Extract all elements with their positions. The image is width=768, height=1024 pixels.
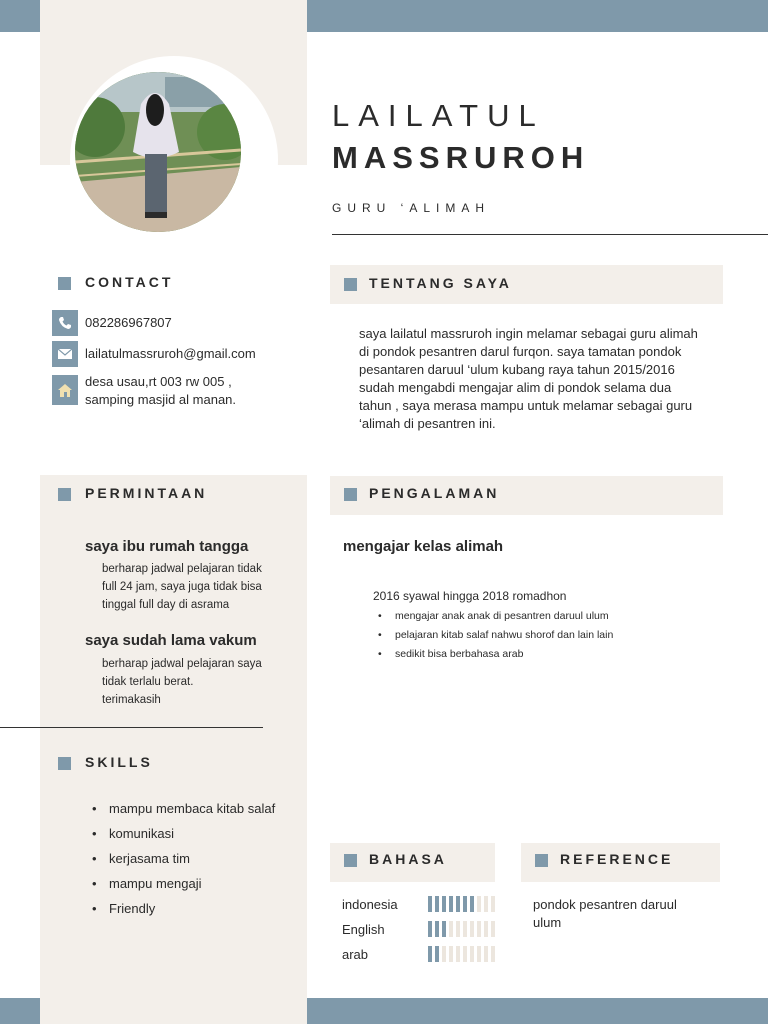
request-line: terimakasih [102, 694, 161, 706]
request-body [102, 655, 302, 709]
language-level-segment [491, 921, 495, 937]
about-marker [344, 278, 357, 291]
language-name: English [342, 922, 385, 937]
skill-item: • komunikasi [87, 821, 297, 846]
skills-list [87, 796, 297, 921]
skills-heading: SKILLS [85, 754, 153, 770]
contact-phone[interactable]: 082286967807 [85, 315, 172, 330]
email-icon [52, 341, 78, 367]
experience-period: 2016 syawal hingga 2018 romadhon [373, 589, 567, 603]
language-level-bar [428, 921, 498, 937]
language-level-segment [484, 896, 488, 912]
reference-line: ulum [533, 915, 562, 930]
request-title: saya sudah lama vakum [85, 632, 257, 649]
home-icon [52, 375, 78, 405]
language-level-segment [477, 896, 481, 912]
contact-address-line2: samping masjid al manan. [85, 392, 237, 407]
experience-point: • sedikit bisa berbahasa arab [373, 645, 743, 664]
languages-marker [344, 854, 357, 867]
language-level-bar [428, 946, 498, 962]
languages-heading: BAHASA [369, 851, 447, 867]
experience-marker [344, 488, 357, 501]
top-accent-band [307, 0, 768, 32]
contact-marker [58, 277, 71, 290]
experience-heading: PENGALAMAN [369, 485, 500, 501]
experience-role: mengajar kelas alimah [343, 538, 504, 555]
contact-heading: CONTACT [85, 274, 174, 290]
language-level-segment [477, 921, 481, 937]
language-level-segment [491, 946, 495, 962]
language-level-segment [484, 921, 488, 937]
experience-points [373, 607, 743, 664]
skill-item: • kerjasama tim [87, 846, 297, 871]
language-level-segment [470, 921, 474, 937]
request-line: full 24 jam, saya juga tidak bisa [102, 581, 262, 593]
language-level-segment [435, 946, 439, 962]
language-level-segment [484, 946, 488, 962]
top-left-accent-band [0, 0, 40, 32]
about-text [359, 325, 759, 433]
language-name: arab [342, 947, 369, 962]
about-line: saya lailatul massruroh ingin melamar sebagai guru alimah [359, 326, 698, 341]
language-level-segment [435, 921, 439, 937]
language-level-segment [449, 946, 453, 962]
language-level-segment [435, 896, 439, 912]
request-title: saya ibu rumah tangga [85, 538, 249, 555]
language-level-segment [456, 946, 460, 962]
language-level-segment [428, 921, 432, 937]
about-heading: TENTANG SAYA [369, 275, 512, 291]
first-name: LAILATUL [332, 98, 545, 133]
requests-heading: PERMINTAAN [85, 485, 208, 501]
language-level-segment [428, 896, 432, 912]
requests-divider [0, 727, 263, 728]
profile-photo [75, 72, 241, 232]
last-name: MASSRUROH [332, 140, 590, 175]
request-body [102, 560, 302, 614]
about-line: pesantaren daruul ‘ulum kubang raya tahun 2015/2016 [359, 362, 675, 377]
phone-icon [52, 310, 78, 336]
language-name: indonesia [342, 897, 398, 912]
experience-point: • pelajaran kitab salaf nahwu shorof dan lain lain [373, 626, 743, 645]
language-level-segment [442, 896, 446, 912]
language-level-bar [428, 896, 498, 912]
language-level-segment [442, 946, 446, 962]
about-line: sudah mengabdi mengajar alim di pondok selama dua [359, 380, 672, 395]
about-line: tahun , saya merasa mampu untuk melamar sebagai guru [359, 398, 693, 413]
request-line: tidak terlalu berat. [102, 676, 194, 688]
language-level-segment [456, 921, 460, 937]
skills-marker [58, 757, 71, 770]
bottom-left-accent-band [0, 998, 40, 1024]
request-line: berharap jadwal pelajaran saya [102, 658, 262, 670]
header-divider [332, 234, 768, 235]
contact-email[interactable]: lailatulmassruroh@gmail.com [85, 346, 256, 361]
language-level-segment [463, 921, 467, 937]
request-line: berharap jadwal pelajaran tidak [102, 563, 262, 575]
language-level-segment [449, 921, 453, 937]
language-level-segment [463, 896, 467, 912]
reference-line: pondok pesantren daruul [533, 897, 677, 912]
language-level-segment [477, 946, 481, 962]
language-level-segment [470, 946, 474, 962]
contact-address-line1: desa usau,rt 003 rw 005 , [85, 374, 232, 389]
about-line: ‘alimah di pesantren ini. [359, 416, 496, 431]
bottom-accent-band [307, 998, 768, 1024]
reference-heading: REFERENCE [560, 851, 674, 867]
request-line: tinggal full day di asrama [102, 599, 230, 611]
job-title: GURU ‘ALIMAH [332, 201, 491, 215]
left-panel-main [40, 475, 307, 1024]
about-line: di pondok pesantren darul furqon. saya tamatan pondok [359, 344, 682, 359]
language-level-segment [456, 896, 460, 912]
language-level-segment [449, 896, 453, 912]
language-level-segment [463, 946, 467, 962]
language-level-segment [491, 896, 495, 912]
skill-item: • Friendly [87, 896, 297, 921]
requests-marker [58, 488, 71, 501]
reference-marker [535, 854, 548, 867]
skill-item: • mampu membaca kitab salaf [87, 796, 297, 821]
language-level-segment [470, 896, 474, 912]
language-level-segment [442, 921, 446, 937]
language-level-segment [428, 946, 432, 962]
skill-item: • mampu mengaji [87, 871, 297, 896]
experience-point: • mengajar anak anak di pesantren daruul ulum [373, 607, 743, 626]
